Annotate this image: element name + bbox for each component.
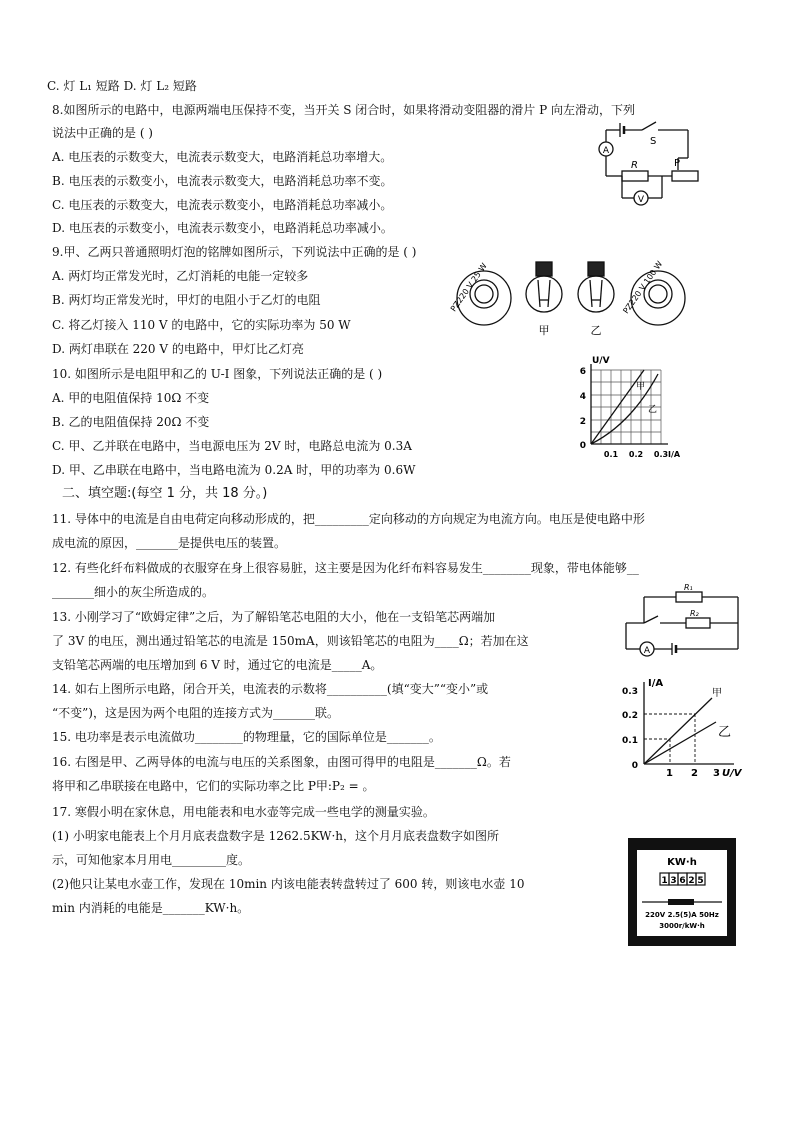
q10-ui-graph bbox=[576, 354, 688, 464]
q15-stem: 15. 电功率是表示电流做功________的物理量，它的国际单位是_______。 bbox=[52, 730, 441, 744]
voltmeter-label: V bbox=[637, 195, 645, 205]
q11-stem-cont: 成电流的原因，_______是提供电压的装置。 bbox=[52, 536, 287, 550]
q11-stem: 11. 导体中的电流是自由电荷定向移动形成的，把_________定向移动的方向规定为电流方向。电压是使电路中形 bbox=[52, 512, 645, 526]
line-yi-label: 乙 bbox=[718, 725, 732, 740]
meter-spec-line2: 3000r/kW·h bbox=[659, 922, 705, 930]
r1-label: R₁ bbox=[684, 583, 693, 592]
q16-stem-cont: 将甲和乙串联接在电路中，它们的实际功率之比 P甲:P₂ = 。 bbox=[52, 779, 375, 793]
line-yi-label: 乙 bbox=[648, 405, 658, 415]
section-title-fill-in: 二、填空题:(每空 1 分，共 18 分。) bbox=[62, 486, 268, 501]
x-tick-0.2: 0.2 bbox=[628, 450, 644, 459]
q9-option-c: C. 将乙灯接入 110 V 的电路中，它的实际功率为 50 W bbox=[52, 318, 351, 332]
y-axis-label: U/V bbox=[592, 356, 610, 366]
y-tick-2: 2 bbox=[579, 417, 586, 427]
q8-circuit-diagram bbox=[592, 118, 704, 212]
x-axis-label: U/V bbox=[722, 768, 742, 779]
q8-option-d: D. 电压表的示数变小，电流表示数变小，电路消耗总功率减小。 bbox=[52, 221, 393, 235]
q9-option-d: D. 两灯串联在 220 V 的电路中，甲灯比乙灯亮 bbox=[52, 342, 304, 356]
left-nameplate: PZ220 V 25 W bbox=[448, 261, 489, 314]
q17-part2: (2)他只让某电水壶工作，发现在 10min 内该电能表转盘转过了 600 转，则该电水壶 10 bbox=[52, 877, 525, 891]
q9-option-a: A. 两灯均正常发光时，乙灯消耗的电能一定较多 bbox=[52, 269, 309, 283]
q13-circuit-diagram bbox=[620, 583, 744, 661]
x-tick-2: 2 bbox=[691, 768, 698, 779]
q12-stem: 12. 有些化纤布料做成的衣服穿在身上很容易脏，这主要是因为化纤布料容易发生________现象，带电体能够__ bbox=[52, 561, 639, 575]
x-tick-1: 1 bbox=[666, 768, 673, 779]
q9-stem: 9.甲、乙两只普通照明灯泡的铭牌如图所示，下列说法中正确的是 ( ) bbox=[52, 245, 417, 259]
y-tick-0.2: 0.2 bbox=[622, 711, 638, 721]
meter-digit-4: 2 bbox=[688, 876, 695, 886]
line-jia-label: 甲 bbox=[636, 382, 646, 392]
y-tick-0: 0 bbox=[579, 441, 586, 451]
meter-digit-2: 3 bbox=[670, 876, 677, 886]
x-tick-0.1: 0.1 bbox=[603, 450, 619, 459]
q8-option-c: C. 电压表的示数变大，电流表示数变小，电路消耗总功率减小。 bbox=[52, 198, 393, 212]
y-tick-0.1: 0.1 bbox=[622, 736, 638, 746]
q17-energy-meter bbox=[628, 838, 736, 946]
q13-stem: 13. 小刚学习了“欧姆定律”之后，为了解铅笔芯电阻的大小，他在一支铅笔芯两端加 bbox=[52, 610, 496, 624]
q9-bulbs-figure bbox=[448, 252, 690, 342]
y-tick-4: 4 bbox=[579, 392, 586, 402]
x-axis-label: I/A bbox=[668, 450, 681, 459]
right-nameplate: PZ220 V 100 W bbox=[621, 259, 665, 316]
q9-option-b: B. 两灯均正常发光时，甲灯的电阻小于乙灯的电阻 bbox=[52, 293, 321, 307]
q14-stem-cont: “不变”)，这是因为两个电阻的连接方式为_______联。 bbox=[52, 706, 339, 720]
q10-option-a: A. 甲的电阻值保持 10Ω 不变 bbox=[52, 391, 210, 405]
q10-option-b: B. 乙的电阻值保持 20Ω 不变 bbox=[52, 415, 210, 429]
slider-label: P bbox=[674, 158, 681, 169]
q8-stem: 8.如图所示的电路中，电源两端电压保持不变，当开关 S 闭合时，如果将滑动变阻器的滑片 P 向左滑动，下列 bbox=[52, 103, 636, 117]
meter-spec-line1: 220V 2.5(5)A 50Hz bbox=[645, 911, 719, 919]
y-tick-0.3: 0.3 bbox=[622, 687, 638, 697]
bulb-yi-label: 乙 bbox=[590, 324, 602, 337]
y-axis-label: I/A bbox=[648, 678, 664, 689]
meter-digit-3: 6 bbox=[679, 876, 686, 886]
meter-digit-1: 1 bbox=[661, 876, 668, 886]
q8-option-b: B. 电压表的示数变小，电流表示数变大，电路消耗总功率不变。 bbox=[52, 174, 393, 188]
q17-part1: (1) 小明家电能表上个月月底表盘数字是 1262.5KW·h，这个月月底表盘数字如图所 bbox=[52, 829, 500, 843]
q8-stem-cont: 说法中正确的是 ( ) bbox=[52, 126, 153, 140]
q8-option-a: A. 电压表的示数变大，电流表示数变大，电路消耗总功率增大。 bbox=[52, 150, 393, 164]
q10-stem: 10. 如图所示是电阻甲和乙的 U-I 图象，下列说法正确的是 ( ) bbox=[52, 367, 383, 381]
r2-label: R₂ bbox=[690, 609, 699, 618]
q7-options-cd: C. 灯 L₁ 短路 D. 灯 L₂ 短路 bbox=[47, 79, 197, 93]
meter-unit: KW·h bbox=[667, 857, 697, 868]
q13-stem-cont2: 支铅笔芯两端的电压增加到 6 V 时，通过它的电流是_____A。 bbox=[52, 658, 383, 672]
q12-stem-cont: _______细小的灰尘所造成的。 bbox=[52, 585, 215, 599]
q17-part2-cont: min 内消耗的电能是_______KW·h。 bbox=[52, 901, 250, 915]
resistor-label: R bbox=[631, 160, 638, 171]
q17-part1-cont: 示，可知他家本月用电_________度。 bbox=[52, 853, 251, 867]
x-tick-0.3: 0.3 bbox=[653, 450, 669, 459]
ammeter-label: A bbox=[643, 646, 651, 656]
line-jia-label: 甲 bbox=[712, 688, 722, 699]
meter-digit-5: 5 bbox=[697, 876, 704, 886]
q10-option-c: C. 甲、乙并联在电路中，当电源电压为 2V 时，电路总电流为 0.3A bbox=[52, 439, 412, 453]
q14-stem: 14. 如右上图所示电路，闭合开关，电流表的示数将__________(填“变大”“变小”或 bbox=[52, 682, 489, 696]
q16-iu-graph bbox=[616, 672, 746, 780]
q10-option-d: D. 甲、乙串联在电路中，当电路电流为 0.2A 时，甲的功率为 0.6W bbox=[52, 463, 416, 477]
q13-stem-cont1: 了 3V 的电压，测出通过铅笔芯的电流是 150mA，则该铅笔芯的电阻为____Ω；若加在这 bbox=[52, 634, 529, 648]
ammeter-label: A bbox=[602, 146, 610, 156]
bulb-jia-label: 甲 bbox=[538, 324, 550, 337]
switch-label: S bbox=[650, 136, 657, 147]
q17-stem: 17. 寒假小明在家休息，用电能表和电水壶等完成一些电学的测量实验。 bbox=[52, 805, 435, 819]
q16-stem: 16. 右图是甲、乙两导体的电流与电压的关系图象，由图可得甲的电阻是_______Ω。若 bbox=[52, 755, 511, 769]
y-tick-6: 6 bbox=[579, 367, 586, 377]
y-tick-0: 0 bbox=[631, 761, 638, 771]
x-tick-3: 3 bbox=[713, 768, 720, 779]
